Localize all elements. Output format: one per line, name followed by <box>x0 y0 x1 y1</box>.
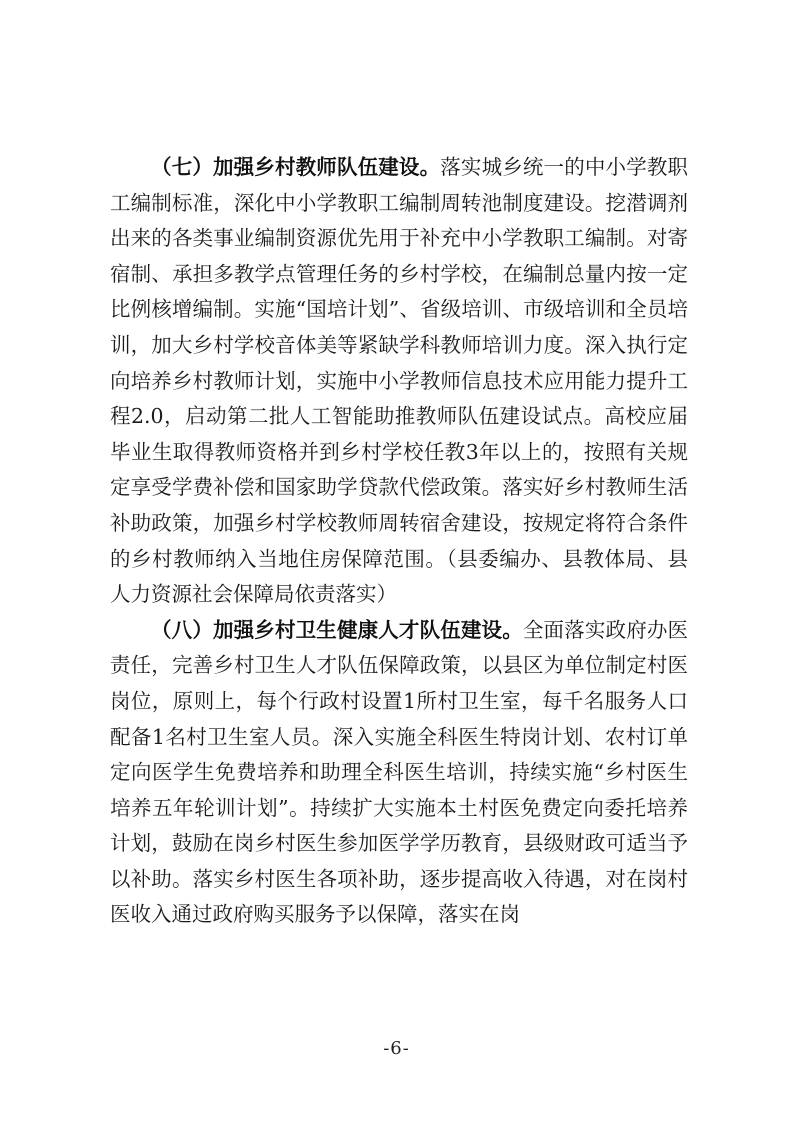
section-body-8: 全面落实政府办医责任，完善乡村卫生人才队伍保障政策，以县区为单位制定村医岗位，原则上，每个行政村设置1所村卫生室，每千名服务人口配备1名村卫生室人员。深入实施全科医生特岗计划、农村订单定向医学生免费培养和助理全科医生培训，持续实施“乡村医生培养五年轮训计划”。持续扩大实施本土村医免费定向委托培养计划，鼓励在岗乡村医生参加医学学历教育，县级财政可适当予以补助。落实乡村医生各项补助，逐步提高收入待遇，对在岗村医收入通过政府购买服务予以保障，落实在岗 <box>110 617 689 927</box>
section-heading-8: （八）加强乡村卫生健康人才队伍建设。 <box>151 617 523 642</box>
section-heading-7: （七）加强乡村教师队伍建设。 <box>151 155 441 179</box>
document-body <box>110 150 688 933</box>
section-paragraph-7 <box>110 150 688 613</box>
section-paragraph-8 <box>110 613 688 933</box>
section-body-7: 落实城乡统一的中小学教职工编制标准，深化中小学教职工编制周转池制度建设。挖潜调剂出来的各类事业编制资源优先用于补充中小学教职工编制。对寄宿制、承担多教学点管理任务的乡村学校，在编制总量内按一定比例核增编制。实施“国培计划”、省级培训、市级培训和全员培训，加大乡村学校音体美等紧缺学科教师培训力度。深入执行定向培养乡村教师计划，实施中小学教师信息技术应用能力提升工程2.0，启动第二批人工智能助推教师队伍建设试点。高校应届毕业生取得教师资格并到乡村学校任教3年以上的，按照有关规定享受学费补偿和国家助学贷款代偿政策。落实好乡村教师生活补助政策，加强乡村学校教师周转宿舍建设，按规定将符合条件的乡村教师纳入当地住房保障范围。（县委编办、县教体局、县人力资源社会保障局依责落实） <box>110 155 689 607</box>
page-number: -6- <box>383 1038 410 1059</box>
